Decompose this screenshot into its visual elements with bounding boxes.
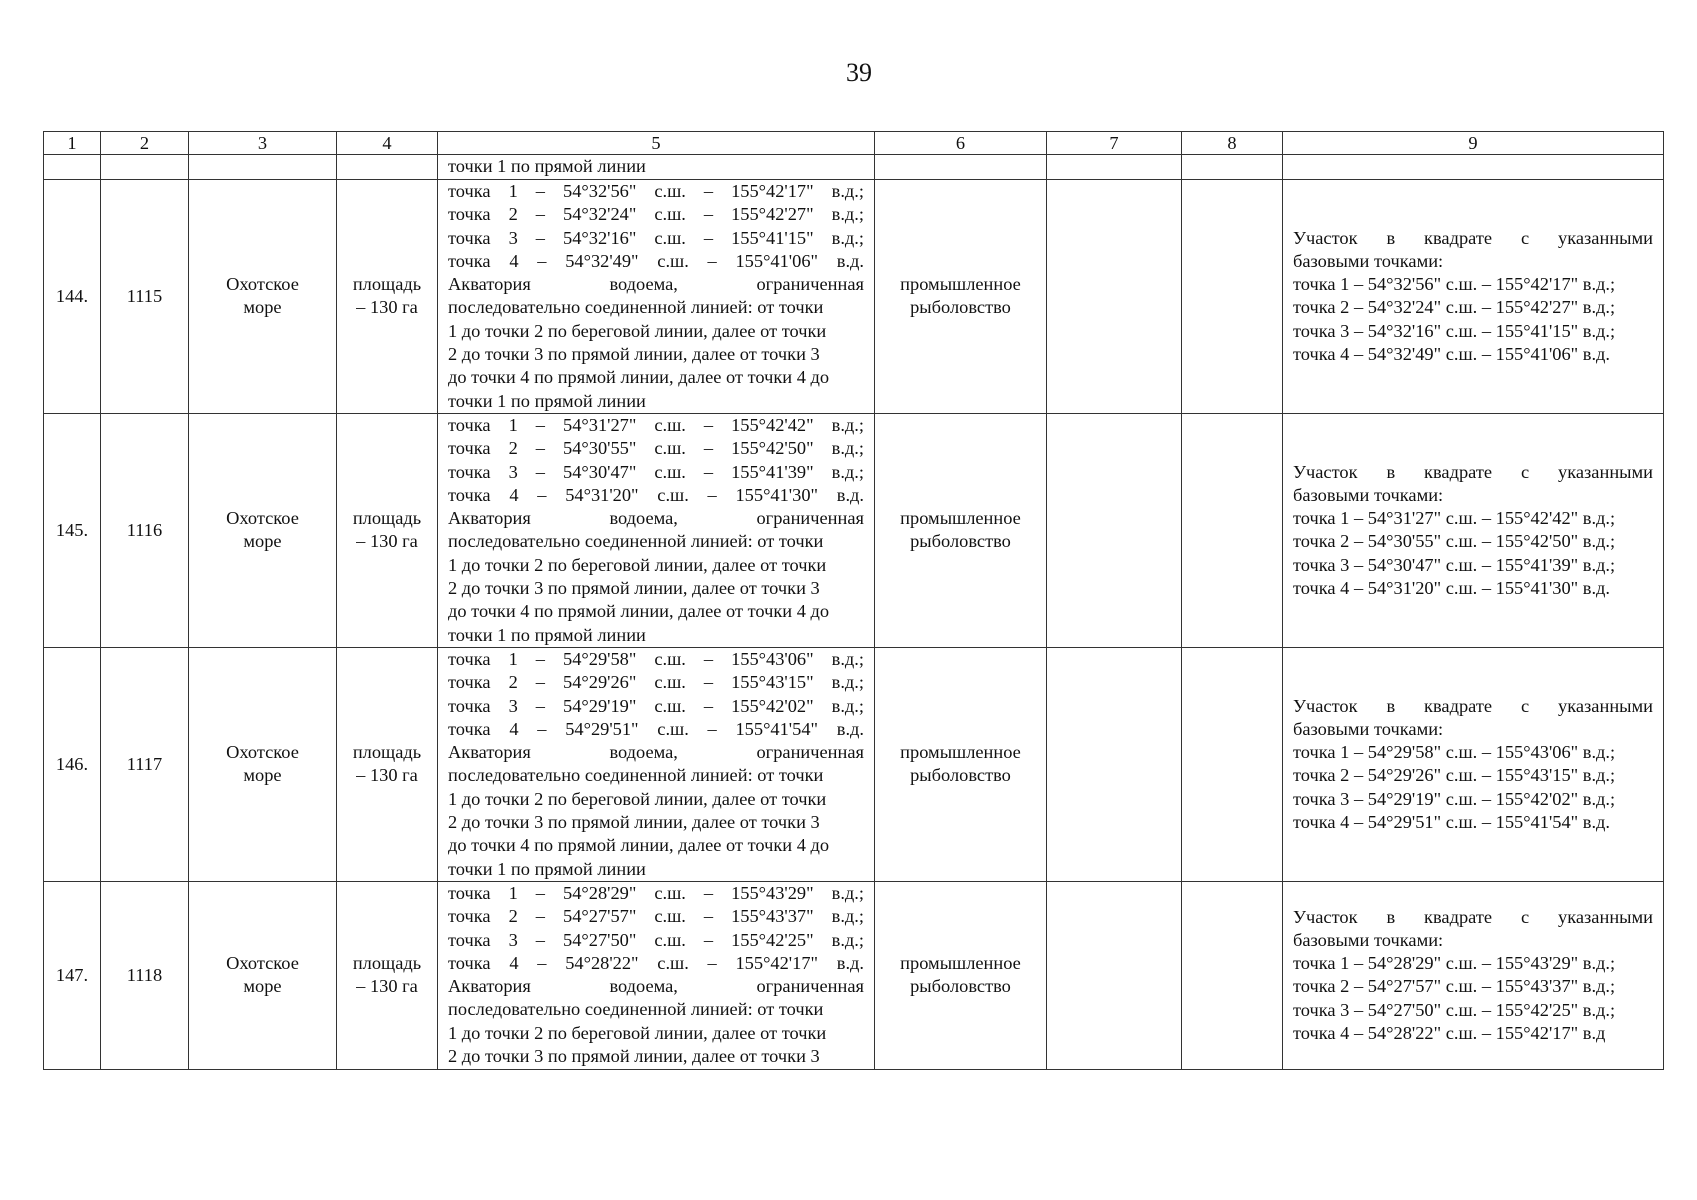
description-line: последовательно соединенной линией: от точки [448,765,824,786]
water-body-line: Охотское [226,742,299,763]
boundary-description [438,413,875,647]
column-7-cell [1047,180,1182,414]
area-size-line: – 130 га [356,531,418,552]
column-number: 9 [1283,132,1664,155]
description-line: точка 1 – 54°32'56" с.ш. – 155°42'17" в.д.; [448,181,864,201]
continuation-row [44,155,1664,180]
usage-purpose-line: промышленное [900,953,1021,974]
water-body-line: Охотское [226,953,299,974]
area-size-line: – 130 га [356,765,418,786]
description-line: точка 2 – 54°29'26" с.ш. – 155°43'15" в.д.; [448,672,864,693]
base-point-line: точка 3 – 54°32'16" с.ш. – 155°41'15" в.д.; [1293,320,1616,341]
description-line: точка 2 – 54°27'57" с.ш. – 155°43'37" в.д.; [448,906,864,927]
description-line: точка 2 – 54°30'55" с.ш. – 155°42'50" в.д.; [448,438,864,459]
usage-purpose [875,881,1047,1069]
area-code [101,180,189,414]
base-points-heading: базовыми точками: [1293,250,1444,271]
area-code-text: 1117 [126,753,163,774]
table-row [44,180,1664,414]
water-body [189,413,337,647]
base-point-line: точка 1 – 54°32'56" с.ш. – 155°42'17" в.д.; [1293,274,1616,295]
area-size-line: площадь [352,274,422,295]
base-point-line: точка 4 – 54°29'51" с.ш. – 155°41'54" в.д. [1293,812,1610,833]
column-number: 2 [101,132,189,155]
base-point-line: точка 1 – 54°31'27" с.ш. – 155°42'42" в.д.; [1293,508,1616,529]
description-line: Акватория водоема, ограниченная [448,508,864,529]
description-line: 2 до точки 3 по прямой линии, далее от точки 3 [448,812,820,833]
boundary-description [438,881,875,1069]
area-code-text: 1115 [126,285,163,306]
description-line: точка 2 – 54°32'24" с.ш. – 155°42'27" в.д.; [448,204,864,225]
water-body [189,647,337,881]
row-number-text: 145. [55,519,89,540]
description-line: последовательно соединенной линией: от точки [448,999,824,1020]
base-point-line: точка 3 – 54°27'50" с.ш. – 155°42'25" в.д.; [1293,999,1616,1020]
description-line: Акватория водоема, ограниченная [448,742,864,763]
description-line: 2 до точки 3 по прямой линии, далее от точки 3 [448,578,820,599]
column-8-cell [1182,881,1283,1069]
water-body-line: море [243,976,282,997]
area-size-line: – 130 га [356,297,418,318]
base-points-cell [1283,180,1664,414]
column-number: 1 [44,132,101,155]
description-line: точка 4 – 54°29'51" с.ш. – 155°41'54" в.д. [448,718,864,739]
column-8-cell [1182,647,1283,881]
description-line: последовательно соединенной линией: от точки [448,297,824,318]
column-number: 3 [189,132,337,155]
description-line: до точки 4 по прямой линии, далее от точки 4 до [448,601,830,622]
description-line: точка 4 – 54°32'49" с.ш. – 155°41'06" в.д. [448,250,864,271]
area-size [337,180,438,414]
water-body-line: море [243,531,282,552]
water-body-line: Охотское [226,274,299,295]
column-number: 8 [1182,132,1283,155]
area-code-text: 1116 [126,519,163,540]
base-point-line: точка 2 – 54°29'26" с.ш. – 155°43'15" в.д.; [1293,765,1616,786]
area-code-text: 1118 [126,964,163,985]
row-number-text: 144. [55,285,89,306]
water-body-line: море [243,297,282,318]
area-size [337,647,438,881]
column-8-cell [1182,413,1283,647]
area-size-line: площадь [352,742,422,763]
base-points-cell [1283,647,1664,881]
base-point-line: точка 3 – 54°29'19" с.ш. – 155°42'02" в.д.; [1293,788,1616,809]
usage-purpose-line: рыболовство [910,297,1011,318]
description-line: 2 до точки 3 по прямой линии, далее от точки 3 [448,344,820,365]
usage-purpose-line: промышленное [900,508,1021,529]
base-points-heading: базовыми точками: [1293,718,1444,739]
column-7-cell [1047,881,1182,1069]
usage-purpose-line: рыболовство [910,976,1011,997]
description-line: 2 до точки 3 по прямой линии, далее от точки 3 [448,1045,820,1066]
description-line: точка 1 – 54°29'58" с.ш. – 155°43'06" в.д.; [448,648,864,669]
column-7-cell [1047,413,1182,647]
description-line: точка 3 – 54°30'47" с.ш. – 155°41'39" в.д.; [448,461,864,482]
usage-purpose [875,413,1047,647]
base-point-line: точка 1 – 54°28'29" с.ш. – 155°43'29" в.д.; [1293,953,1616,974]
fishing-areas-table [43,131,1664,1070]
description-line: точки 1 по прямой линии [448,624,646,645]
table-row [44,647,1664,881]
description-line: 1 до точки 2 по береговой линии, далее от точки [448,1022,827,1043]
water-body-line: море [243,765,282,786]
row-number [44,647,101,881]
row-number-text: 147. [55,964,89,985]
description-line: последовательно соединенной линией: от точки [448,531,824,552]
base-point-line: точка 4 – 54°31'20" с.ш. – 155°41'30" в.д. [1293,578,1610,599]
usage-purpose-line: промышленное [900,742,1021,763]
base-points-heading: базовыми точками: [1293,929,1444,950]
base-points-heading: Участок в квадрате с указанными [1293,461,1653,482]
base-points-cell [1283,413,1664,647]
base-points-heading: базовыми точками: [1293,484,1444,505]
description-line: точка 4 – 54°31'20" с.ш. – 155°41'30" в.д. [448,484,864,505]
description-line: точка 3 – 54°32'16" с.ш. – 155°41'15" в.д.; [448,227,864,248]
row-number [44,180,101,414]
description-line: точка 3 – 54°27'50" с.ш. – 155°42'25" в.д.; [448,929,864,950]
description-line: 1 до точки 2 по береговой линии, далее от точки [448,320,827,341]
usage-purpose-line: рыболовство [910,765,1011,786]
description-line: точка 1 – 54°31'27" с.ш. – 155°42'42" в.д.; [448,414,864,435]
page-number: 39 [846,58,872,87]
column-number: 5 [438,132,875,155]
area-size-line: – 130 га [356,976,418,997]
description-line: Акватория водоема, ограниченная [448,274,864,295]
water-body [189,180,337,414]
base-point-line: точка 4 – 54°28'22" с.ш. – 155°42'17" в.д [1293,1023,1606,1043]
usage-purpose [875,647,1047,881]
area-code [101,647,189,881]
description-line: точка 4 – 54°28'22" с.ш. – 155°42'17" в.д. [448,952,864,973]
row-number [44,413,101,647]
row-number [44,881,101,1069]
area-size [337,413,438,647]
area-size-line: площадь [352,953,422,974]
description-line: Акватория водоема, ограниченная [448,976,864,997]
column-number: 6 [875,132,1047,155]
base-points-heading: Участок в квадрате с указанными [1293,906,1653,927]
table-row [44,413,1664,647]
base-points-heading: Участок в квадрате с указанными [1293,695,1653,716]
description-line: 1 до точки 2 по береговой линии, далее от точки [448,554,827,575]
column-number: 7 [1047,132,1182,155]
description-line: точка 3 – 54°29'19" с.ш. – 155°42'02" в.д.; [448,695,864,716]
base-point-line: точка 2 – 54°32'24" с.ш. – 155°42'27" в.д.; [1293,297,1616,318]
description-line: 1 до точки 2 по береговой линии, далее от точки [448,788,827,809]
description-line: до точки 4 по прямой линии, далее от точки 4 до [448,367,830,388]
column-number: 4 [337,132,438,155]
area-code [101,881,189,1069]
column-8-cell [1182,180,1283,414]
area-code [101,413,189,647]
description-line: до точки 4 по прямой линии, далее от точки 4 до [448,835,830,856]
base-points-heading: Участок в квадрате с указанными [1293,227,1653,248]
usage-purpose-line: рыболовство [910,531,1011,552]
base-point-line: точка 2 – 54°27'57" с.ш. – 155°43'37" в.д.; [1293,976,1616,997]
area-size [337,881,438,1069]
description-line: точка 1 – 54°28'29" с.ш. – 155°43'29" в.д.; [448,882,864,903]
boundary-description [438,647,875,881]
description-line: точки 1 по прямой линии [448,390,646,411]
water-body-line: Охотское [226,508,299,529]
base-points-cell [1283,881,1664,1069]
base-point-line: точка 2 – 54°30'55" с.ш. – 155°42'50" в.д.; [1293,531,1616,552]
base-point-line: точка 3 – 54°30'47" с.ш. – 155°41'39" в.д.; [1293,554,1616,575]
area-size-line: площадь [352,508,422,529]
continuation-text: точки 1 по прямой линии [438,155,875,180]
base-point-line: точка 1 – 54°29'58" с.ш. – 155°43'06" в.д.; [1293,742,1616,763]
column-number-row [44,132,1664,155]
usage-purpose [875,180,1047,414]
description-line: точки 1 по прямой линии [448,858,646,879]
row-number-text: 146. [55,753,89,774]
boundary-description [438,180,875,414]
base-point-line: точка 4 – 54°32'49" с.ш. – 155°41'06" в.д. [1293,344,1610,365]
column-7-cell [1047,647,1182,881]
usage-purpose-line: промышленное [900,274,1021,295]
table-row [44,881,1664,1069]
water-body [189,881,337,1069]
